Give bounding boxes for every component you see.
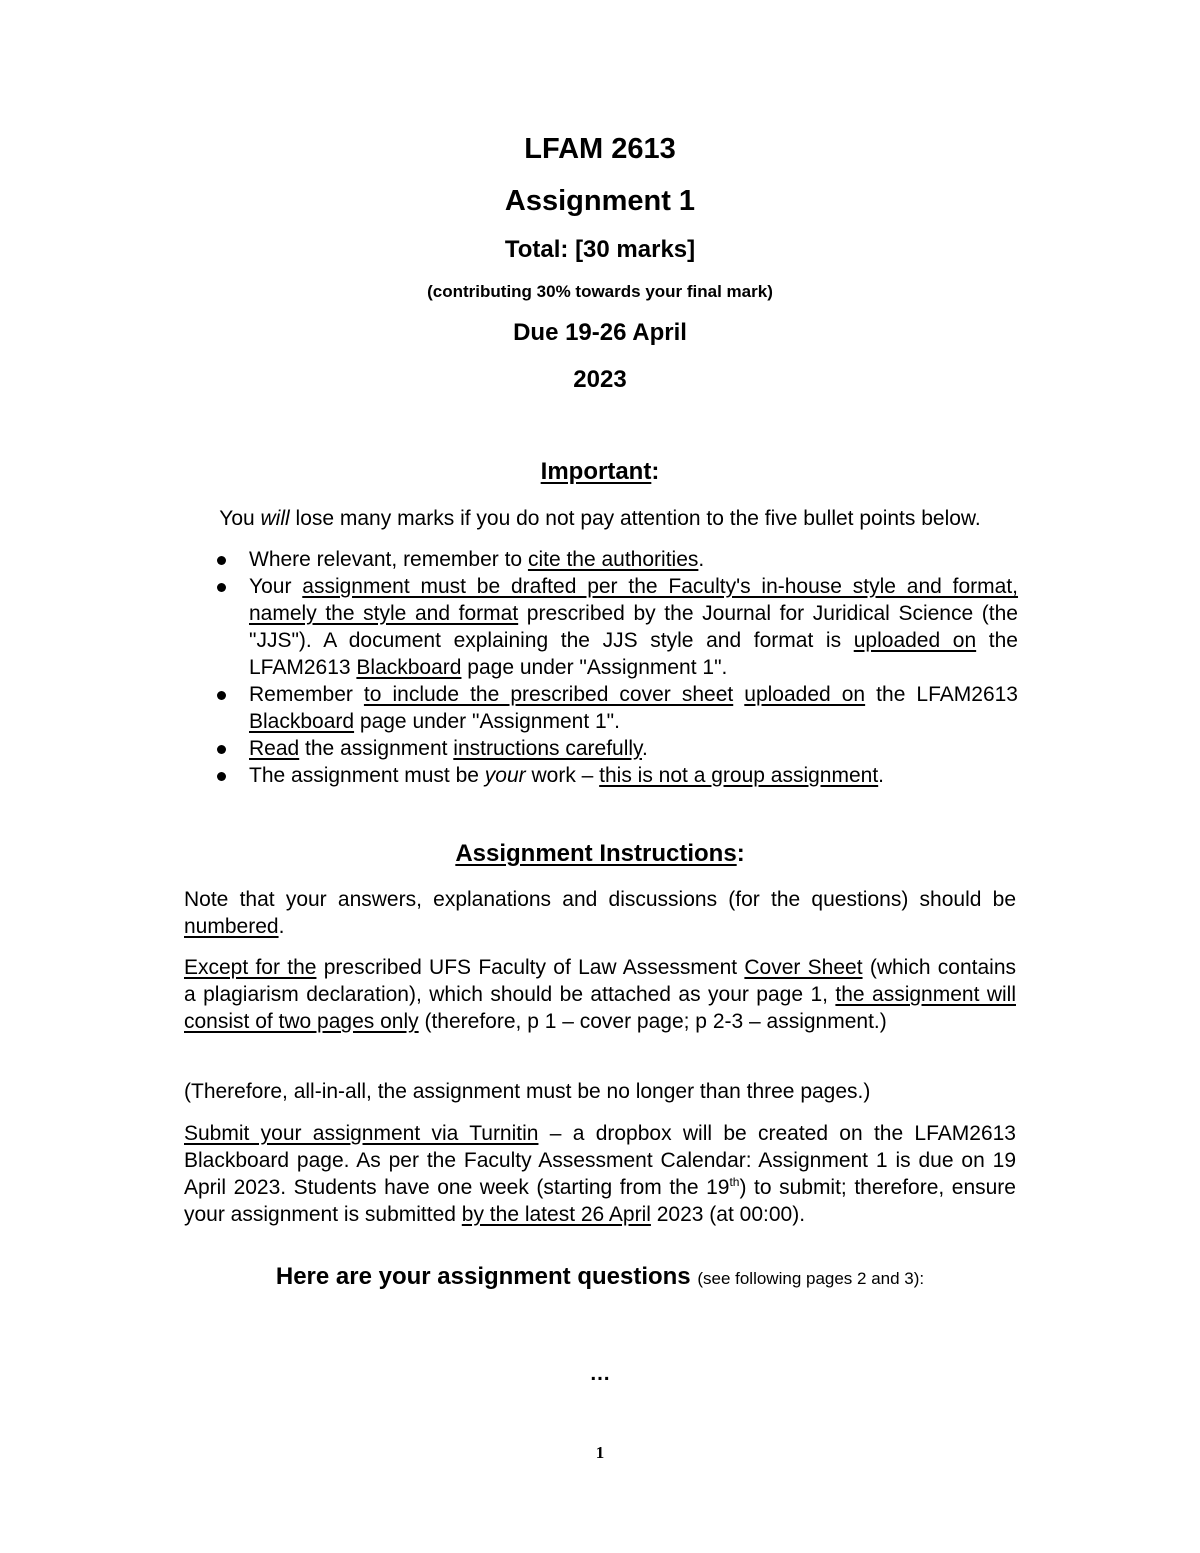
paragraph-underlined-text: Cover Sheet	[744, 956, 863, 979]
bullet-underlined-text: to include the prescribed cover sheet	[363, 683, 734, 706]
paragraph-text: .	[278, 915, 285, 938]
bullet-text: Where relevant, remember to	[249, 548, 528, 571]
course-code: LFAM 2613	[524, 133, 676, 165]
questions-page-note: (see following pages 2 and 3):	[697, 1269, 925, 1288]
bullet-underlined-text: cite the authorities	[527, 548, 699, 571]
paragraph-underlined-text: by the latest 26 April	[461, 1203, 651, 1226]
paragraph-text: Note that your answers, explanations and discussions (for the questions) should be	[184, 888, 1016, 911]
bullet-item-own-work	[210, 762, 1018, 789]
paragraph-underlined-text: numbered	[184, 915, 279, 938]
important-heading-colon: :	[651, 458, 660, 485]
bullet-underlined-text: uploaded on	[853, 629, 977, 652]
paragraph-text: – a dropbox will be created on the LFAM2613 Blackboard page. As per the Faculty Assessment Calendar: Assignment 1 is due on 19 April 2023. Students have one week (starting from the 19	[184, 1122, 1016, 1199]
paragraph-text: (therefore, p 1 – cover page; p 2-3 – assignment.)	[418, 1010, 887, 1033]
instructions-paragraph-cover-sheet	[184, 954, 1016, 1035]
bullet-text: prescribed by the Journal for Juridical Science (the "JJS"). A document explaining the JJS style and format is	[249, 602, 1018, 652]
paragraph-text: (which contains a plagiarism declaration), which should be attached as your page 1,	[184, 956, 1016, 1006]
due-date: Due 19-26 April	[513, 319, 687, 346]
continuation-ellipsis: …	[589, 1362, 611, 1385]
bullet-text: Remember	[249, 683, 364, 706]
questions-intro-text: Here are your assignment questions	[275, 1263, 698, 1290]
paragraph-text: prescribed UFS Faculty of Law Assessment	[316, 956, 745, 979]
bullet-text: .	[878, 764, 885, 787]
page-number: 1	[595, 1443, 605, 1462]
bullet-text	[733, 683, 744, 706]
bullet-item-cite	[210, 546, 1018, 573]
bullet-text: work –	[525, 764, 600, 787]
total-marks: Total: [30 marks]	[504, 236, 696, 263]
important-intro	[0, 505, 1200, 532]
important-heading-text: Important	[540, 458, 652, 485]
paragraph-underlined-text: the assignment will consist of two pages only	[184, 983, 1016, 1033]
bullet-text: the assignment	[299, 737, 454, 760]
bullet-text: the LFAM2613	[249, 629, 1018, 679]
bullet-underlined-text: instructions carefully	[453, 737, 642, 760]
bullet-text: .	[641, 737, 648, 760]
bullet-underlined-text: Read	[249, 737, 300, 760]
contribution-note: (contributing 30% towards your final mark)	[427, 282, 773, 301]
bullet-list	[210, 546, 1018, 789]
bullet-text: Your	[249, 575, 303, 598]
bullet-underlined-text: assignment must be drafted per the Faculty's in-house style and format, namely the style and format	[249, 575, 1019, 625]
bullet-underlined-text: uploaded on	[744, 683, 866, 706]
paragraph-underlined-text: Submit your assignment via Turnitin	[184, 1122, 539, 1145]
instructions-paragraph-submission	[184, 1120, 1016, 1228]
instructions-heading-text: Assignment Instructions	[455, 840, 737, 867]
intro-pre: You	[219, 507, 261, 530]
bullet-text: .	[698, 548, 705, 571]
bullet-text: page under "Assignment 1".	[461, 656, 728, 679]
due-year: 2023	[573, 366, 627, 393]
intro-post: lose many marks if you do not pay attention to the five bullet points below.	[289, 507, 981, 530]
bullet-item-cover-sheet	[210, 681, 1018, 735]
bullet-text: the LFAM2613	[865, 683, 1018, 706]
bullet-item-style	[210, 573, 1018, 681]
instructions-heading-colon: :	[736, 840, 745, 867]
bullet-underlined-text: this is not a group assignment	[599, 764, 879, 787]
bullet-text: The assignment must be	[249, 764, 485, 787]
bullet-text: page under "Assignment 1".	[354, 710, 620, 733]
bullet-underlined-text: Blackboard	[249, 710, 355, 733]
paragraph-text: 2023 (at 00:00).	[650, 1203, 806, 1226]
instructions-heading	[0, 840, 1200, 868]
assignment-title: Assignment 1	[504, 185, 696, 217]
instructions-paragraph-page-limit: (Therefore, all-in-all, the assignment must be no longer than three pages.)	[184, 1080, 871, 1103]
paragraph-underlined-text: Except for the	[184, 956, 317, 979]
instructions-paragraph-numbering	[184, 886, 1016, 940]
bullet-item-read	[210, 735, 1018, 762]
paragraph-text: ) to submit; therefore, ensure your assignment is submitted	[184, 1176, 1016, 1226]
bullet-underlined-text: Blackboard	[356, 656, 462, 679]
ordinal-superscript: th	[729, 1175, 740, 1189]
questions-intro	[0, 1263, 1200, 1291]
intro-emphasis: will	[260, 507, 290, 530]
bullet-emphasis: your	[484, 764, 526, 787]
important-heading	[0, 458, 1200, 486]
